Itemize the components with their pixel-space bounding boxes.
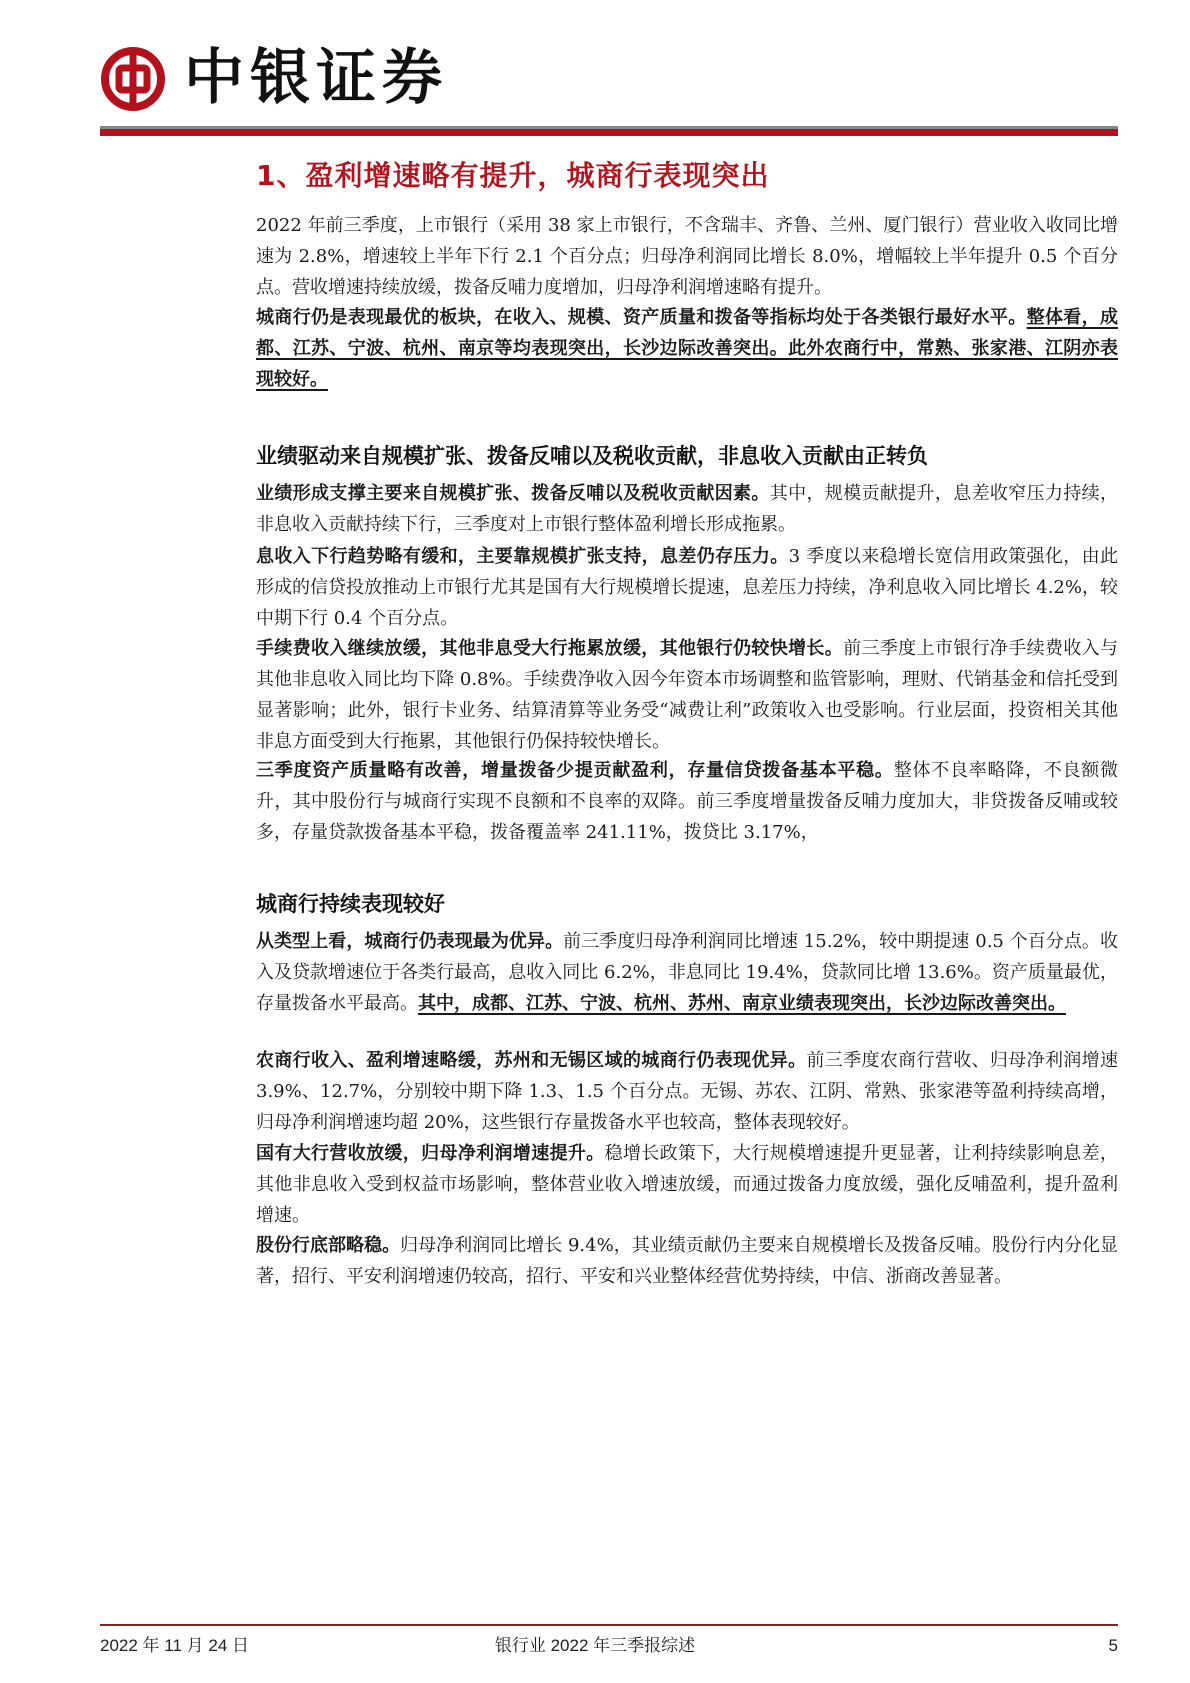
block1-para xyxy=(256,633,1118,757)
block2-para-underlined: 其中，成都、江苏、宁波、杭州、苏州、南京业绩表现突出，长沙边际改善突出。 xyxy=(418,993,1066,1014)
block2-para-lead: 国有大行营收放缓，归母净利润增速提升。 xyxy=(256,1143,605,1164)
block2-para xyxy=(256,1230,1118,1292)
logo-text: 中银证券 xyxy=(184,43,448,113)
footer-date: 2022 年 11 月 24 日 xyxy=(100,1636,249,1655)
block2-para-0-wrap xyxy=(256,1045,1118,1138)
page-header xyxy=(0,0,1190,140)
block1-para-lead: 业绩形成支撑主要来自规模扩张、拨备反哺以及税收贡献因素。 xyxy=(256,483,770,504)
block2-para-2-wrap xyxy=(256,1230,1118,1292)
block1-para-2-wrap xyxy=(256,633,1118,757)
block1-para-body: 3 季度以来稳增长宽信用政策强化，由此形成的信贷投放推动上市银行尤其是国有大行规模增长提速，息差压力持续，净利息收入同比增长 4.2%，较中期下行 0.4 个百分点。 xyxy=(256,546,1118,629)
block2-para-1-wrap xyxy=(256,1138,1118,1231)
block1-para-lead: 手续费收入继续放缓，其他非息受大行拖累放缓，其他银行仍较快增长。 xyxy=(256,638,844,659)
block1-para-1-wrap xyxy=(256,541,1118,634)
block1-para-lead: 三季度资产质量略有改善，增量拨备少提贡献盈利，存量信贷拨备基本平稳。 xyxy=(256,760,894,781)
block2-para-lead: 股份行底部略稳。 xyxy=(256,1235,401,1256)
highlight-paragraph-wrap xyxy=(256,302,1118,395)
highlight-underlined: 整体看，成都、江苏、宁波、杭州、南京等均表现突出，长沙边际改善突出。此外农商行中，常熟、张家港、江阴亦表现较好。 xyxy=(256,307,1119,390)
block2-para-lead: 从类型上看，城商行仍表现最为优异。 xyxy=(256,931,564,952)
block1-para-body: 前三季度上市银行净手续费收入与其他非息收入同比均下降 0.8%。手续费净收入因今年资本市场调整和监管影响，理财、代销基金和信托受到显著影响；此外，银行卡业务、结算清算等业务受“减费让利”政策收入也受影响。行业层面，投资相关其他非息方面受到大行拖累，其他银行仍保持较快增长。 xyxy=(256,638,1119,752)
footer-report-title: 银行业 2022 年三季报综述 xyxy=(494,1636,696,1655)
highlight-paragraph xyxy=(256,302,1118,395)
block1-para-body: 其中，规模贡献提升，息差收窄压力持续，非息收入贡献持续下行，三季度对上市银行整体盈利增长形成拖累。 xyxy=(256,483,1119,535)
page-number: 5 xyxy=(1108,1636,1118,1655)
intro-paragraph-wrap xyxy=(256,210,1118,303)
block1-para xyxy=(256,478,1118,540)
block2-para-body: 归母净利润同比增长 9.4%，其业绩贡献仍主要来自规模增长及拨备反哺。股份行内分化显著，招行、平安利润增速仍较高，招行、平安和兴业整体经营优势持续，中信、浙商改善显著。 xyxy=(256,1235,1119,1287)
block2-para xyxy=(256,1138,1118,1231)
block1-para-0-wrap xyxy=(256,478,1118,540)
block1-para-3-wrap xyxy=(256,755,1118,848)
block1-title: 业绩驱动来自规模扩张、拨备反哺以及税收贡献，非息收入贡献由正转负 xyxy=(256,444,928,468)
block2-para-body: 前三季度农商行营收、归母净利润增速 3.9%、12.7%，分别较中期下降 1.3、1.5 个百分点。无锡、苏农、江阴、常熟、张家港等盈利持续高增，归母净利润增速均超 20%，这些银行存量拨备水平也较高，整体表现较好。 xyxy=(256,1050,1119,1133)
block2-para-main-wrap xyxy=(256,926,1118,1019)
block1-para xyxy=(256,755,1118,848)
block2-title: 城商行持续表现较好 xyxy=(256,892,445,916)
block2-para-body: 稳增长政策下，大行规模增速提升更显著，让利持续影响息差，其他非息收入受到权益市场影响，整体营业收入增速放缓，而通过拨备力度放缓，强化反哺盈利，提升盈利增速。 xyxy=(256,1143,1118,1226)
block2-para-main xyxy=(256,926,1118,1019)
block1-para-lead: 息收入下行趋势略有缓和，主要靠规模扩张支持，息差仍存压力。 xyxy=(256,546,789,567)
block2-para xyxy=(256,1045,1118,1138)
highlight-lead: 城商行仍是表现最优的板块，在收入、规模、资产质量和拨备等指标均处于各类银行最好水平。 xyxy=(256,307,1027,328)
header-rule-red xyxy=(100,129,1118,136)
section-title: 1、盈利增速略有提升，城商行表现突出 xyxy=(256,159,770,192)
bank-of-china-logo-icon xyxy=(100,46,166,112)
block2-para-body: 前三季度归母净利润同比增速 15.2%，较中期提速 0.5 个百分点。收入及贷款增速位于各类行最高，息收入同比 6.2%，非息同比 19.4%，贷款同比增 13.6%。资产质量最优，存量拨备水平最高。 xyxy=(256,931,1118,1014)
block2-para-lead: 农商行收入、盈利增速略缓，苏州和无锡区域的城商行仍表现优异。 xyxy=(256,1050,807,1071)
footer-rule xyxy=(100,1624,1118,1626)
block1-para xyxy=(256,541,1118,634)
block1-para-body: 整体不良率略降，不良额微升，其中股份行与城商行实现不良额和不良率的双降。前三季度增量拨备反哺力度加大，非贷拨备反哺或较多，存量贷款拨备基本平稳，拨备覆盖率 241.11%，拨贷比 3.17%， xyxy=(256,760,1118,843)
intro-paragraph: 2022 年前三季度，上市银行（采用 38 家上市银行，不含瑞丰、齐鲁、兰州、厦门银行）营业收入收同比增速为 2.8%，增速较上半年下行 2.1 个百分点；归母净利润同比增长 8.0%，增幅较上半年提升 0.5 个百分点。营收增速持续放缓，拨备反哺力度增加，归母净利润增速略有提升。 xyxy=(256,215,1118,298)
